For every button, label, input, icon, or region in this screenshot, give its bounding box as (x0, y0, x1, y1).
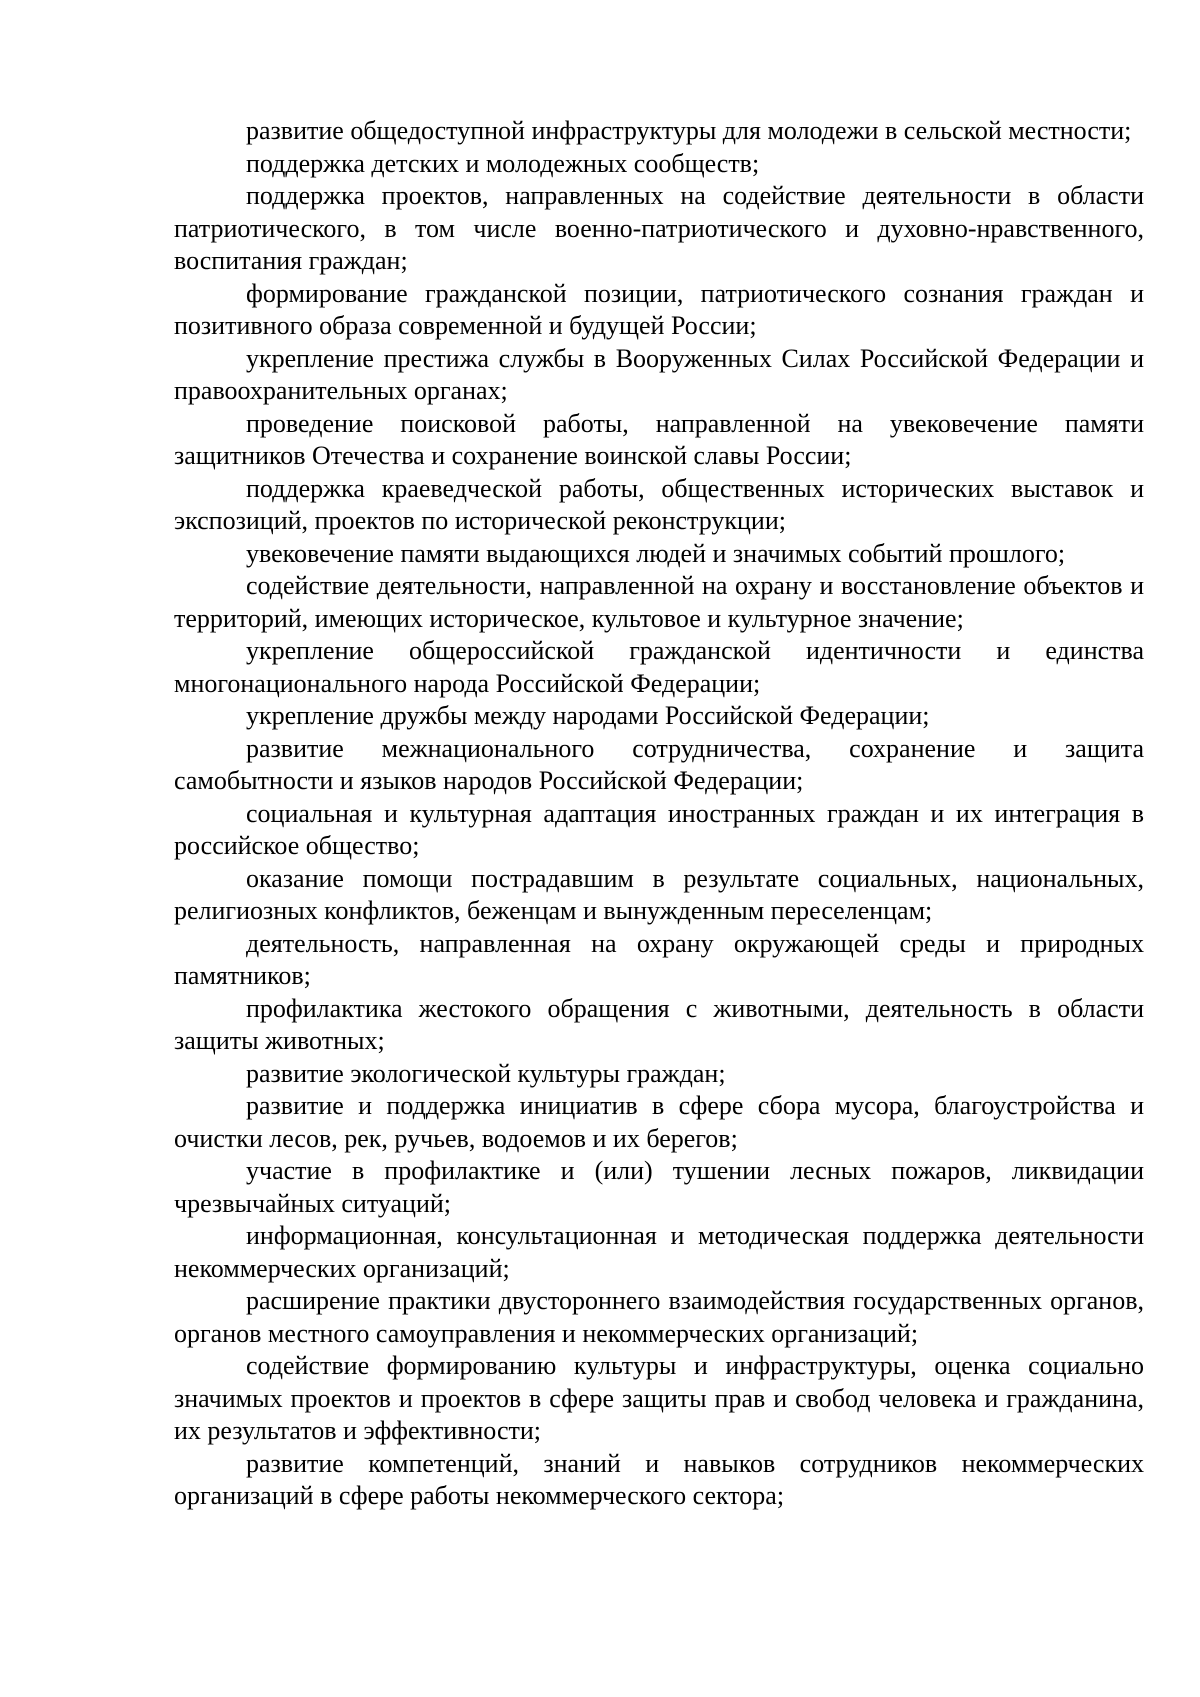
paragraph: развитие межнационального сотрудничества, сохранение и защита самобытности и языков народов Российской Федерации; (174, 733, 1144, 795)
paragraph: содействие формированию культуры и инфраструктуры, оценка социально значимых проектов и проектов в сфере защиты прав и свобод человека и гражданина, их результатов и эффективности; (174, 1351, 1144, 1445)
paragraph: развитие экологической культуры граждан; (246, 1058, 726, 1088)
paragraph: развитие и поддержка инициатив в сфере сбора мусора, благоустройства и очистки лесов, рек, ручьев, водоемов и их берегов; (174, 1091, 1144, 1153)
paragraph: увековечение памяти выдающихся людей и значимых событий прошлого; (246, 538, 1066, 568)
paragraph: оказание помощи пострадавшим в результате социальных, национальных, религиозных конфликтов, беженцам и вынужденным переселенцам; (174, 863, 1144, 925)
paragraph: расширение практики двустороннего взаимодействия государственных органов, органов местного самоуправления и некоммерческих организаций; (174, 1286, 1144, 1348)
paragraph: формирование гражданской позиции, патриотического сознания граждан и позитивного образа современной и будущей России; (174, 278, 1144, 340)
paragraph: укрепление престижа службы в Вооруженных Силах Российской Федерации и правоохранительных органах; (174, 343, 1144, 405)
paragraph: укрепление дружбы между народами Российской Федерации; (246, 701, 930, 730)
paragraph: развитие компетенций, знаний и навыков сотрудников некоммерческих организаций в сфере работы некоммерческого сектора; (174, 1448, 1144, 1510)
paragraph: информационная, консультационная и методическая поддержка деятельности некоммерческих организаций; (174, 1221, 1144, 1283)
paragraph: участие в профилактике и (или) тушении лесных пожаров, ликвидации чрезвычайных ситуаций; (174, 1156, 1144, 1218)
paragraph: профилактика жестокого обращения с животными, деятельность в области защиты животных; (174, 993, 1144, 1055)
paragraph: содействие деятельности, направленной на охрану и восстановление объектов и территорий, имеющих историческое, культовое и культурное значение; (174, 571, 1144, 633)
paragraph: укрепление общероссийской гражданской идентичности и единства многонационального народа Российской Федерации; (174, 636, 1144, 698)
paragraph: проведение поисковой работы, направленной на увековечение памяти защитников Отечества и сохранение воинской славы России; (174, 408, 1144, 470)
paragraph: социальная и культурная адаптация иностранных граждан и их интеграция в российское общество; (174, 798, 1144, 860)
paragraph: поддержка проектов, направленных на содействие деятельности в области патриотического, в том числе военно-патриотического и духовно-нравственного, воспитания граждан; (174, 181, 1144, 275)
paragraph: поддержка краеведческой работы, общественных исторических выставок и экспозиций, проектов по исторической реконструкции; (174, 473, 1144, 535)
paragraph: поддержка детских и молодежных сообществ; (246, 148, 760, 178)
paragraph: развитие общедоступной инфраструктуры для молодежи в сельской местности; (246, 116, 1132, 145)
document-body (174, 115, 1144, 1513)
paragraph: деятельность, направленная на охрану окружающей среды и природных памятников; (174, 928, 1144, 990)
